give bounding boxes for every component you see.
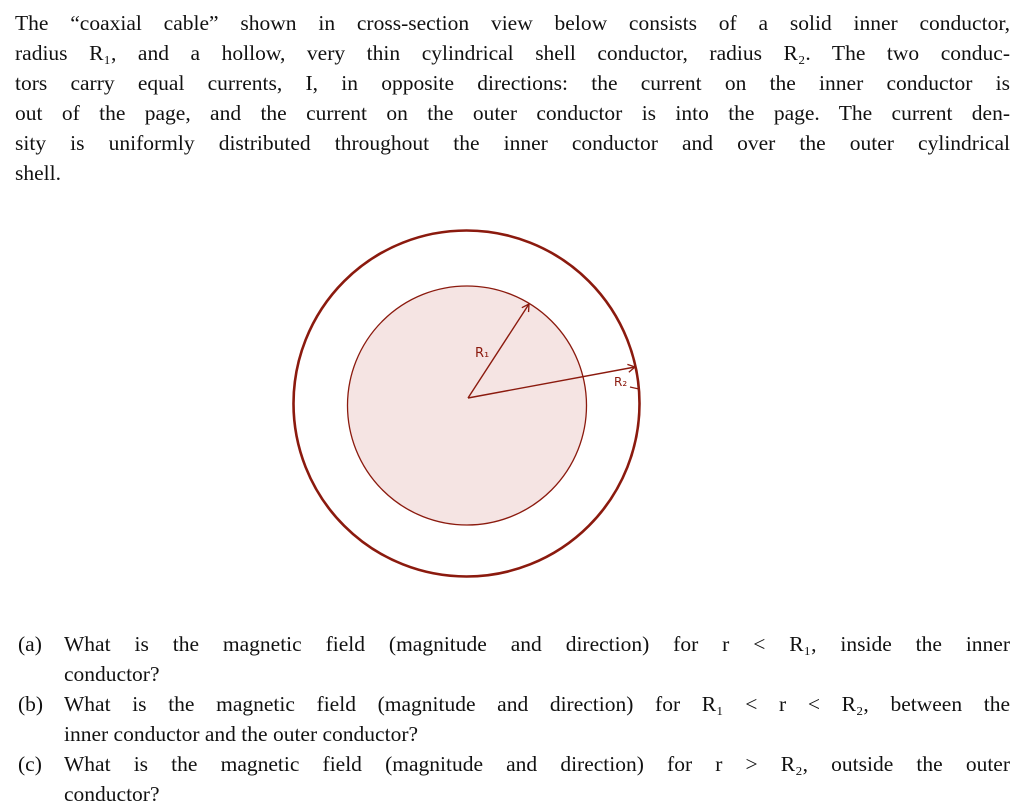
r1-label: R₁ (475, 346, 490, 361)
statement-line: The “coaxial cable” shown in cross-section view below consists of a solid inner conductor, (15, 11, 1010, 35)
question-label: (c) (18, 752, 42, 776)
question-line: What is the magnetic field (magnitude and direction) for r > R₂, outside the outer (64, 752, 1010, 776)
question-c (18, 749, 1010, 809)
question-label: (a) (18, 632, 42, 656)
question-b (18, 689, 1010, 749)
statement-line: sity is uniformly distributed throughout the inner conductor and over the outer cylindrical (15, 131, 1010, 155)
question-label: (b) (18, 692, 44, 716)
question-line: inner conductor and the outer conductor? (64, 722, 419, 746)
statement-line: out of the page, and the current on the outer conductor is into the page. The current den- (15, 101, 1010, 125)
r2-label: R₂ (614, 375, 628, 389)
question-line: conductor? (64, 782, 160, 806)
question-line: conductor? (64, 662, 160, 686)
statement-line: radius R₁, and a hollow, very thin cylindrical shell conductor, radius R₂. The two conduc- (15, 41, 1010, 65)
question-a (18, 629, 1010, 689)
question-line: What is the magnetic field (magnitude and direction) for R₁ < r < R₂, between the (64, 692, 1010, 716)
question-line: What is the magnetic field (magnitude and direction) for r < R₁, inside the inner (64, 632, 1010, 656)
inner-conductor (348, 286, 587, 525)
statement-line: shell. (15, 161, 61, 185)
statement-line: tors carry equal currents, I, in opposite directions: the current on the inner conductor is (15, 71, 1010, 95)
